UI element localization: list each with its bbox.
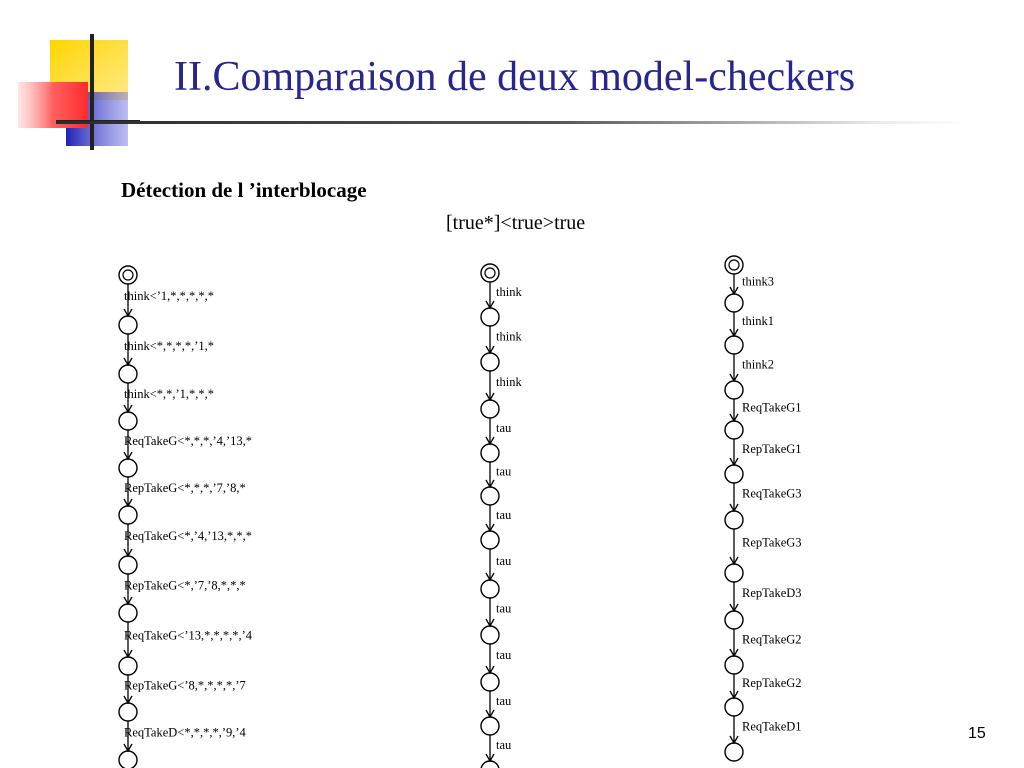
lts-middle-transition-label: tau — [496, 507, 512, 522]
lts-left-state — [119, 751, 137, 768]
lts-left-state — [119, 412, 137, 430]
lts-left-state — [119, 365, 137, 383]
lts-left-transition-label: RepTakeG<*,*,*,’7,’8,* — [124, 481, 246, 496]
lts-middle-transition-label: tau — [496, 601, 512, 616]
lts-left-state — [119, 506, 137, 524]
lts-middle-state — [481, 717, 499, 735]
mu-calculus-formula: [true*]<true>true — [446, 212, 586, 234]
lts-right-state — [725, 256, 743, 274]
lts-middle-state — [481, 353, 499, 371]
lts-right-transition-label: ReqTakeG2 — [742, 632, 802, 647]
lts-middle-transition-label: tau — [496, 553, 512, 568]
lts-left-state — [119, 604, 137, 622]
lts-middle-transition-label: tau — [496, 464, 512, 479]
lts-middle-state — [481, 308, 499, 326]
lts-middle-transition-label: think — [496, 375, 522, 390]
lts-left-state — [119, 556, 137, 574]
lts-middle-transition-label: think — [496, 329, 522, 344]
lts-right-state — [725, 294, 743, 312]
lts-middle-transition-label: think — [496, 284, 522, 299]
section-heading: Détection de l ’interblocage — [121, 178, 367, 202]
lts-left-transition-label: think<*,*,’1,*,*,* — [124, 387, 215, 402]
lts-left-state — [119, 316, 137, 334]
lts-left-transition-label: RepTakeG<*,’7,’8,*,*,* — [124, 578, 246, 593]
lts-right-state — [725, 656, 743, 674]
lts-middle-state — [481, 487, 499, 505]
lts-left-state — [119, 459, 137, 477]
lts-middle-transition-label: tau — [496, 648, 512, 663]
lts-middle-transition-label: tau — [496, 693, 512, 708]
lts-right-transition-label: ReqTakeD1 — [742, 719, 802, 734]
lts-right-state — [725, 564, 743, 582]
lts-right-state — [725, 336, 743, 354]
lts-right-transition-label: think2 — [742, 357, 774, 372]
lts-right-state — [725, 698, 743, 716]
lts-right-transition-label: think3 — [742, 274, 774, 289]
lts-right-transition-label: think1 — [742, 314, 774, 329]
lts-left-transition-label: ReqTakeG<’13,*,*,*,*,’4 — [124, 628, 253, 643]
lts-middle-state — [481, 531, 499, 549]
lts-left-transition-label: ReqTakeG<*,*,*,’4,’13,* — [124, 434, 253, 449]
lts-right-state — [725, 743, 743, 761]
lts-middle-transition-label: tau — [496, 737, 512, 752]
lts-middle-state — [481, 400, 499, 418]
lts-left-transition-label: ReqTakeD<*,*,*,*,’9,’4 — [124, 725, 246, 740]
lts-right-transition-label: RepTakeG1 — [742, 441, 802, 456]
lts-middle-transition-label: tau — [496, 420, 512, 435]
slide-title: II.Comparaison de deux model-checkers — [174, 54, 856, 100]
lts-right-transition-label: ReqTakeG3 — [742, 486, 802, 501]
lts-left-transition-label: think<’1,*,*,*,*,* — [124, 289, 215, 304]
lts-middle-state — [481, 580, 499, 598]
lts-right-state — [725, 465, 743, 483]
lts-middle-state — [481, 626, 499, 644]
lts-left-state — [119, 703, 137, 721]
page-number: 15 — [968, 725, 986, 742]
lts-left-state — [119, 657, 137, 675]
lts-middle-state — [481, 264, 499, 282]
lts-right-state — [725, 511, 743, 529]
lts-left-transition-label: RepTakeG<’8,*,*,*,*,’7 — [124, 678, 246, 693]
lts-right-state — [725, 611, 743, 629]
lts-middle-state — [481, 673, 499, 691]
lts-left-state — [119, 266, 137, 284]
lts-left-transition-label: ReqTakeG<*,’4,’13,*,*,* — [124, 529, 253, 544]
lts-right-state — [725, 381, 743, 399]
lts-right-transition-label: RepTakeG3 — [742, 535, 802, 550]
lts-left-transition-label: think<*,*,*,*,’1,* — [124, 338, 215, 353]
lts-right-transition-label: RepTakeD3 — [742, 586, 802, 601]
lts-right-transition-label: ReqTakeG1 — [742, 400, 802, 415]
lts-right-state — [725, 421, 743, 439]
lts-middle-state — [481, 444, 499, 462]
lts-right-transition-label: RepTakeG2 — [742, 676, 802, 691]
